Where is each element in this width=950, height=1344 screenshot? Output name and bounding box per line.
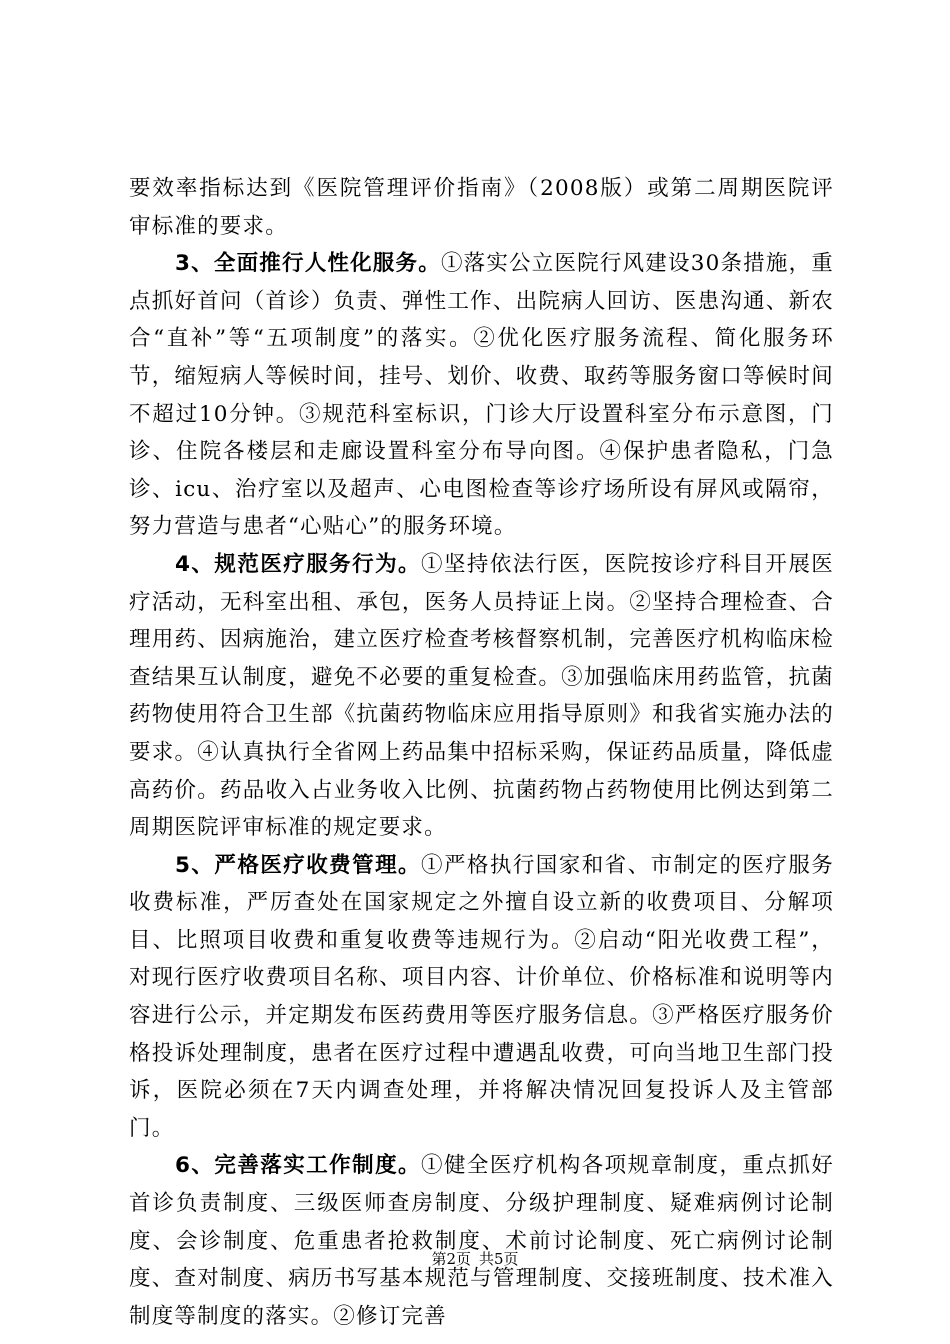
paragraph-heading: 6、完善落实工作制度。 [175, 1153, 421, 1179]
paragraph-text: ①健全医疗机构各项规章制度，重点抓好首诊负责制度、三级医师查房制度、分级护理制度、疑难病例讨论制度、会诊制度、危重患者抢救制度、术前讨论制度、死亡病例讨论制度、查对制度、病历书写基本规范与管理制度、交接班制度、技术准入制度等制度的落实。②修订完善 [129, 1153, 834, 1329]
paragraph-humanized-service [129, 245, 834, 546]
paragraph-standardize-behavior [129, 546, 834, 847]
paragraph-text: ①坚持依法行医，医院按诊疗科目开展医疗活动，无科室出租、承包，医务人员持证上岗。②坚持合理检查、合理用药、因病施治，建立医疗检查考核督察机制，完善医疗机构临床检查结果互认制度，避免不必要的重复检查。③加强临床用药监管，抗菌药物使用符合卫生部《抗菌药物临床应用指导原则》和我省实施办法的要求。④认真执行全省网上药品集中招标采购，保证药品质量，降低虚高药价。药品收入占业务收入比例、抗菌药物占药物使用比例达到第二周期医院评审标准的规定要求。 [129, 551, 834, 841]
document-body [129, 170, 834, 1335]
paragraph-heading: 5、严格医疗收费管理。 [175, 852, 421, 878]
paragraph-text: 要效率指标达到《医院管理评价指南》（2008版）或第二周期医院评审标准的要求。 [129, 176, 834, 239]
paragraph-text: ①落实公立医院行风建设30条措施，重点抓好首问（首诊）负责、弹性工作、出院病人回访、医患沟通、新农合“直补”等“五项制度”的落实。②优化医疗服务流程、简化服务环节，缩短病人等候时间，挂号、划价、收费、取药等服务窗口等候时间不超过10分钟。③规范科室标识，门诊大厅设置科室分布示意图，门诊、住院各楼层和走廊设置科室分布导向图。④保护患者隐私，门急诊、icu、治疗室以及超声、心电图检查等诊疗场所设有屏风或隔帘，努力营造与患者“心贴心”的服务环境。 [129, 251, 834, 540]
paragraph-heading: 4、规范医疗服务行为。 [175, 551, 421, 577]
paragraph-heading: 3、全面推行人性化服务。 [175, 251, 441, 277]
paragraph-continuation [129, 170, 834, 245]
paragraph-fee-management [129, 847, 834, 1148]
page-footer [0, 1249, 950, 1269]
page-total: 共5页 [479, 1250, 519, 1268]
paragraph-work-systems [129, 1147, 834, 1335]
paragraph-text: ①严格执行国家和省、市制定的医疗服务收费标准，严厉查处在国家规定之外擅自设立新的收费项目、分解项目、比照项目收费和重复收费等违规行为。②启动“阳光收费工程”，对现行医疗收费项目名称、项目内容、计价单位、价格标准和说明等内容进行公示，并定期发布医药费用等医疗服务信息。③严格医疗服务价格投诉处理制度，患者在医疗过程中遭遇乱收费，可向当地卫生部门投诉，医院必须在7天内调查处理，并将解决情况回复投诉人及主管部门。 [129, 852, 834, 1141]
page-number: 第2页 [431, 1250, 471, 1268]
